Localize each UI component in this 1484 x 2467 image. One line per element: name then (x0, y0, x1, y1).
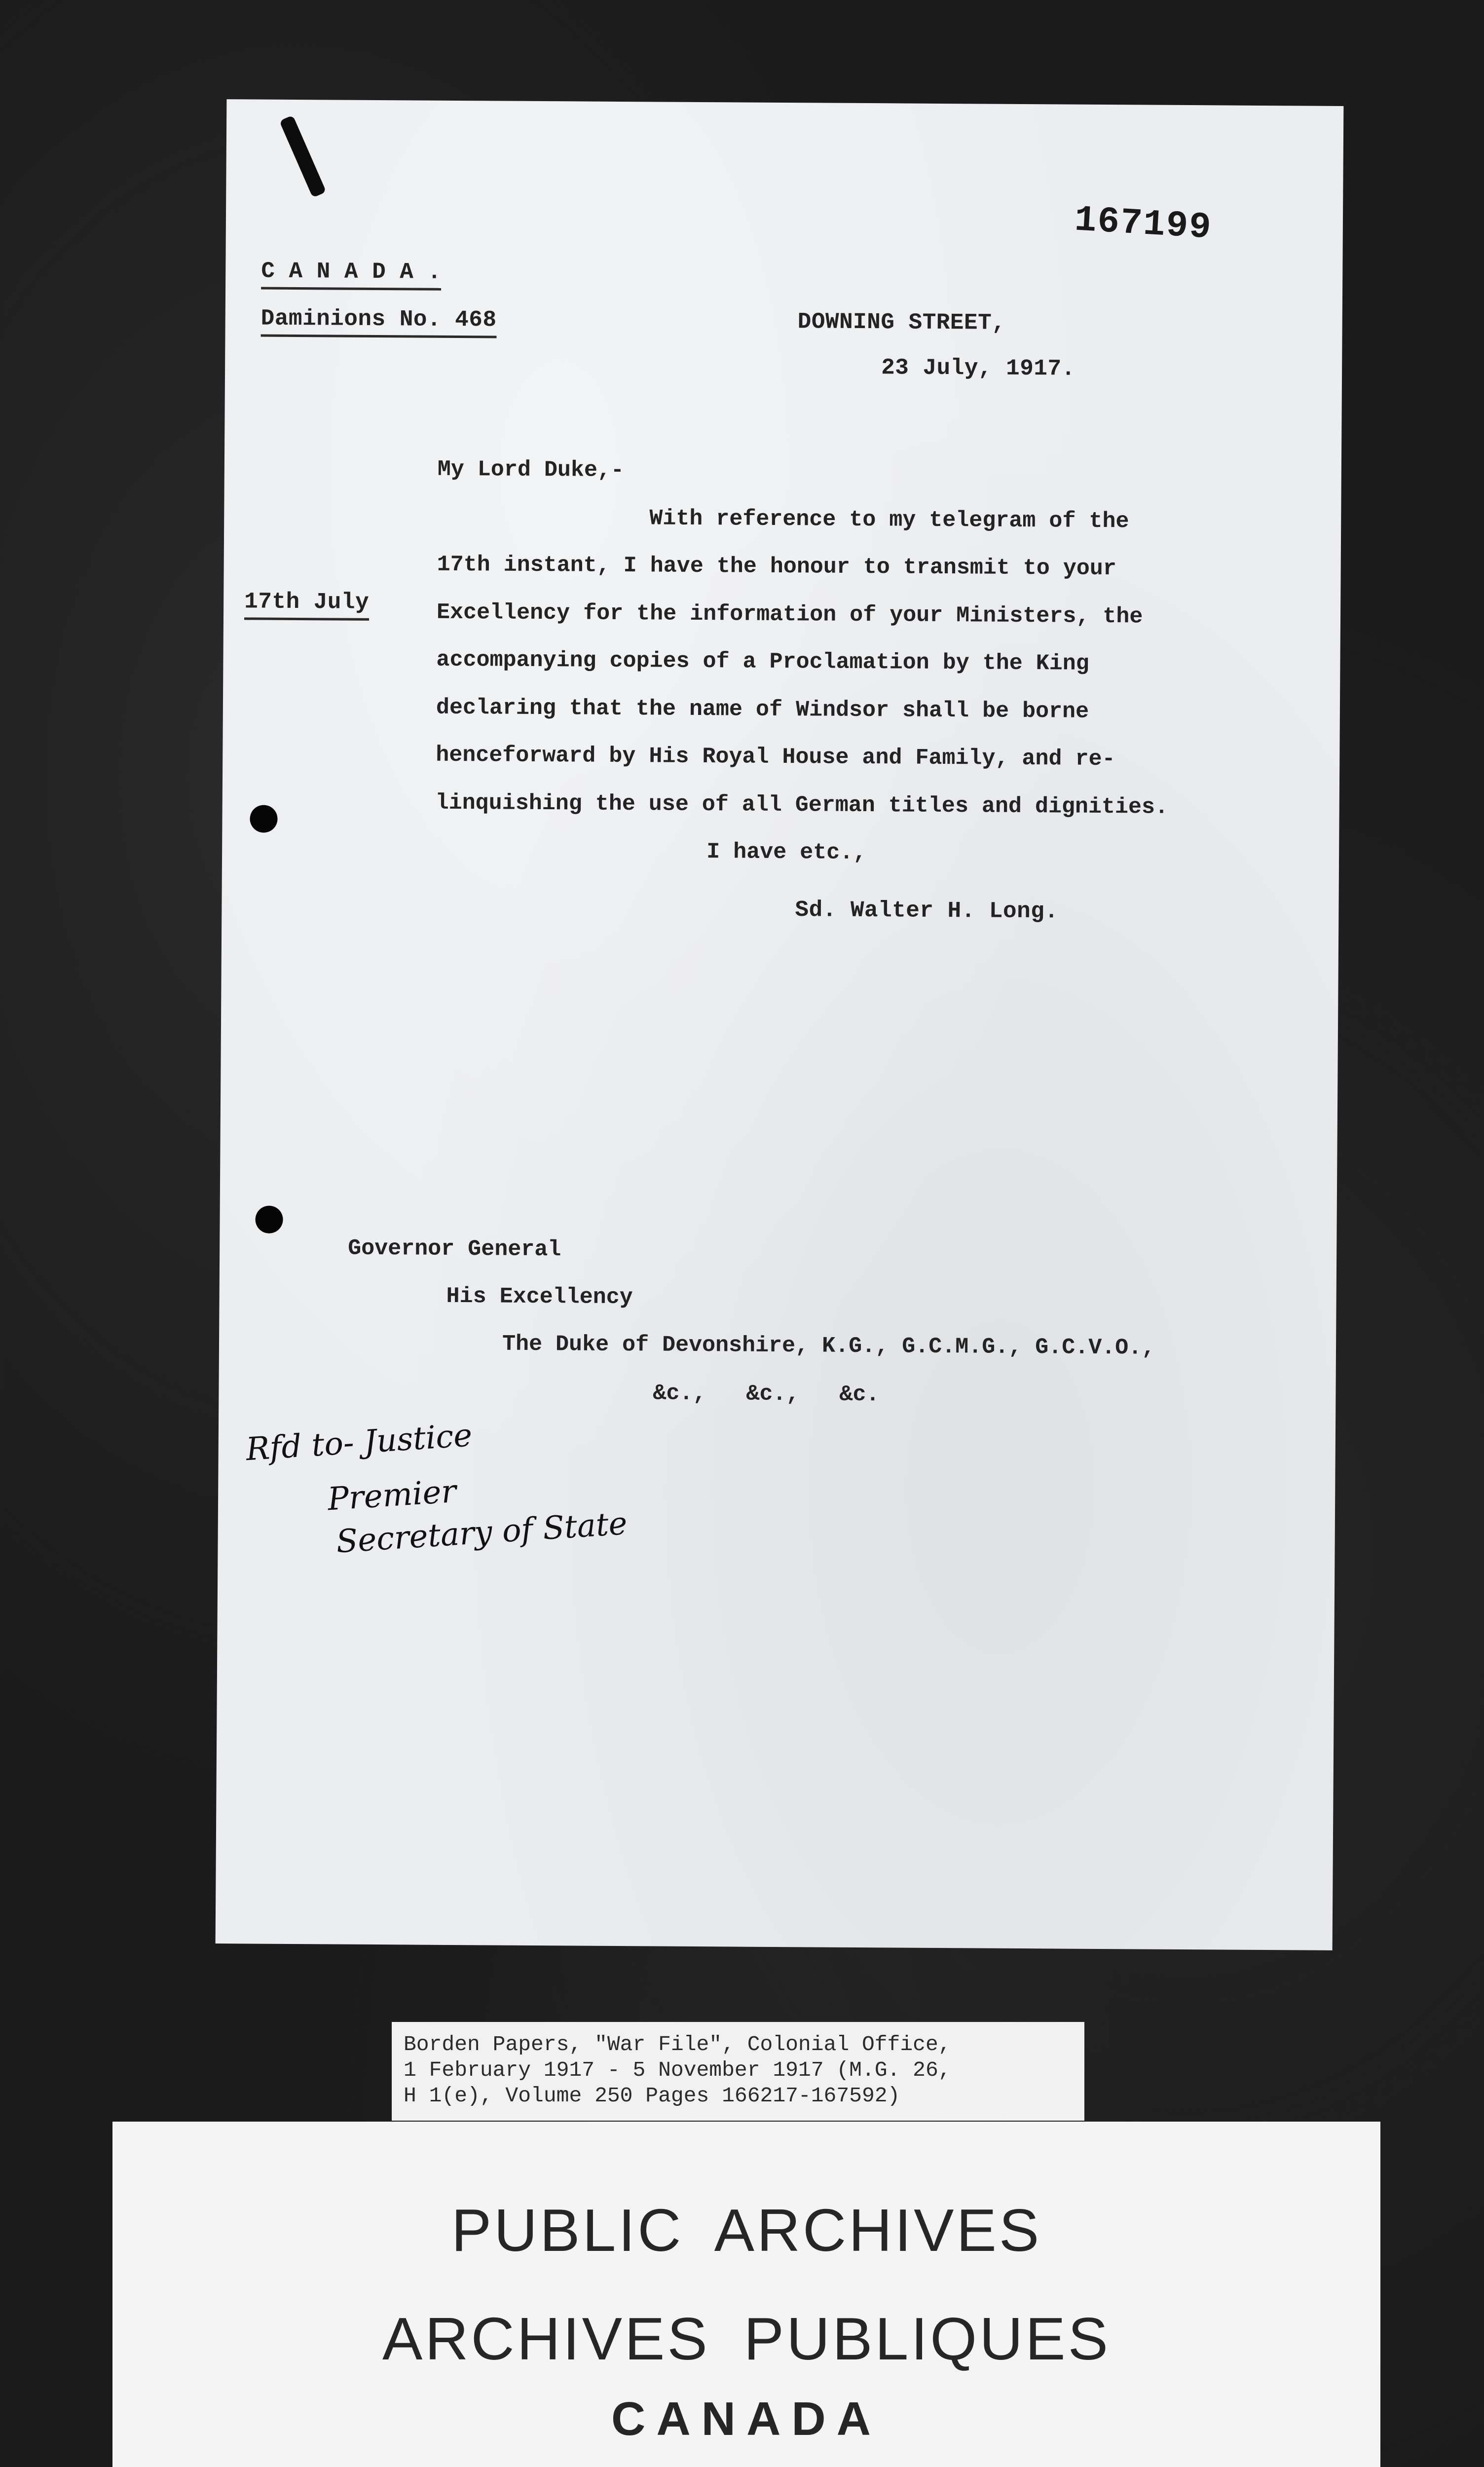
archives-label (112, 2122, 1380, 2467)
handwritten-secretary: Secretary of State (335, 1505, 629, 1561)
bleed-through-mark: ​ (383, 156, 384, 250)
country-heading: C A N A D A . (261, 259, 442, 291)
body-line: declaring that the name of Windsor shall be borne (436, 695, 1089, 724)
closing-line: I have etc., (706, 839, 867, 866)
addressee-etc: &c., &c., &c. (653, 1381, 880, 1408)
punch-hole (255, 1206, 283, 1234)
date-line: 23 July, 1917. (881, 355, 1076, 382)
salutation: My Lord Duke,- (437, 456, 625, 484)
body-line: 17th instant, I have the honour to transmit to your (437, 552, 1117, 582)
dominions-reference: Daminions No. 468 (260, 306, 496, 338)
archives-title-french: ARCHIVES PUBLIQUES (382, 2305, 1111, 2372)
letter-page (216, 99, 1344, 1950)
body-line: henceforward by His Royal House and Family, and re- (436, 742, 1115, 772)
archives-title-english: PUBLIC ARCHIVES (451, 2197, 1042, 2264)
body-line: linquishing the use of all German titles and dignities. (435, 790, 1169, 820)
margin-note: 17th July (244, 589, 369, 621)
signature: Sd. Walter H. Long. (795, 897, 1059, 925)
body-line: With reference to my telegram of the (649, 505, 1129, 534)
reference-line: 1 February 1917 - 5 November 1917 (M.G. 26, (404, 2058, 951, 2082)
addressee-name: The Duke of Devonshire, K.G., G.C.M.G., G.C.V.O., (502, 1331, 1155, 1361)
addressee-title: Governor General (348, 1235, 561, 1263)
letter-body (435, 446, 1326, 880)
body-line: Excellency for the information of your Ministers, the (436, 599, 1143, 629)
punch-hole (250, 805, 277, 832)
reference-slip (392, 2022, 1084, 2121)
handwritten-premier: Premier (326, 1473, 458, 1518)
body-line: accompanying copies of a Proclamation by the King (436, 647, 1089, 676)
reference-line: H 1(e), Volume 250 Pages 166217-167592) (404, 2084, 900, 2108)
archives-country: CANADA (611, 2392, 882, 2445)
staple-mark (279, 115, 327, 198)
reference-line: Borden Papers, "War File", Colonial Office, (404, 2032, 951, 2056)
document-number: 167199 (1073, 199, 1213, 249)
handwritten-referral: Rfd to- Justice (245, 1417, 474, 1468)
place-line: DOWNING STREET, (797, 309, 1006, 336)
addressee-honorific: His Excellency (446, 1283, 633, 1310)
